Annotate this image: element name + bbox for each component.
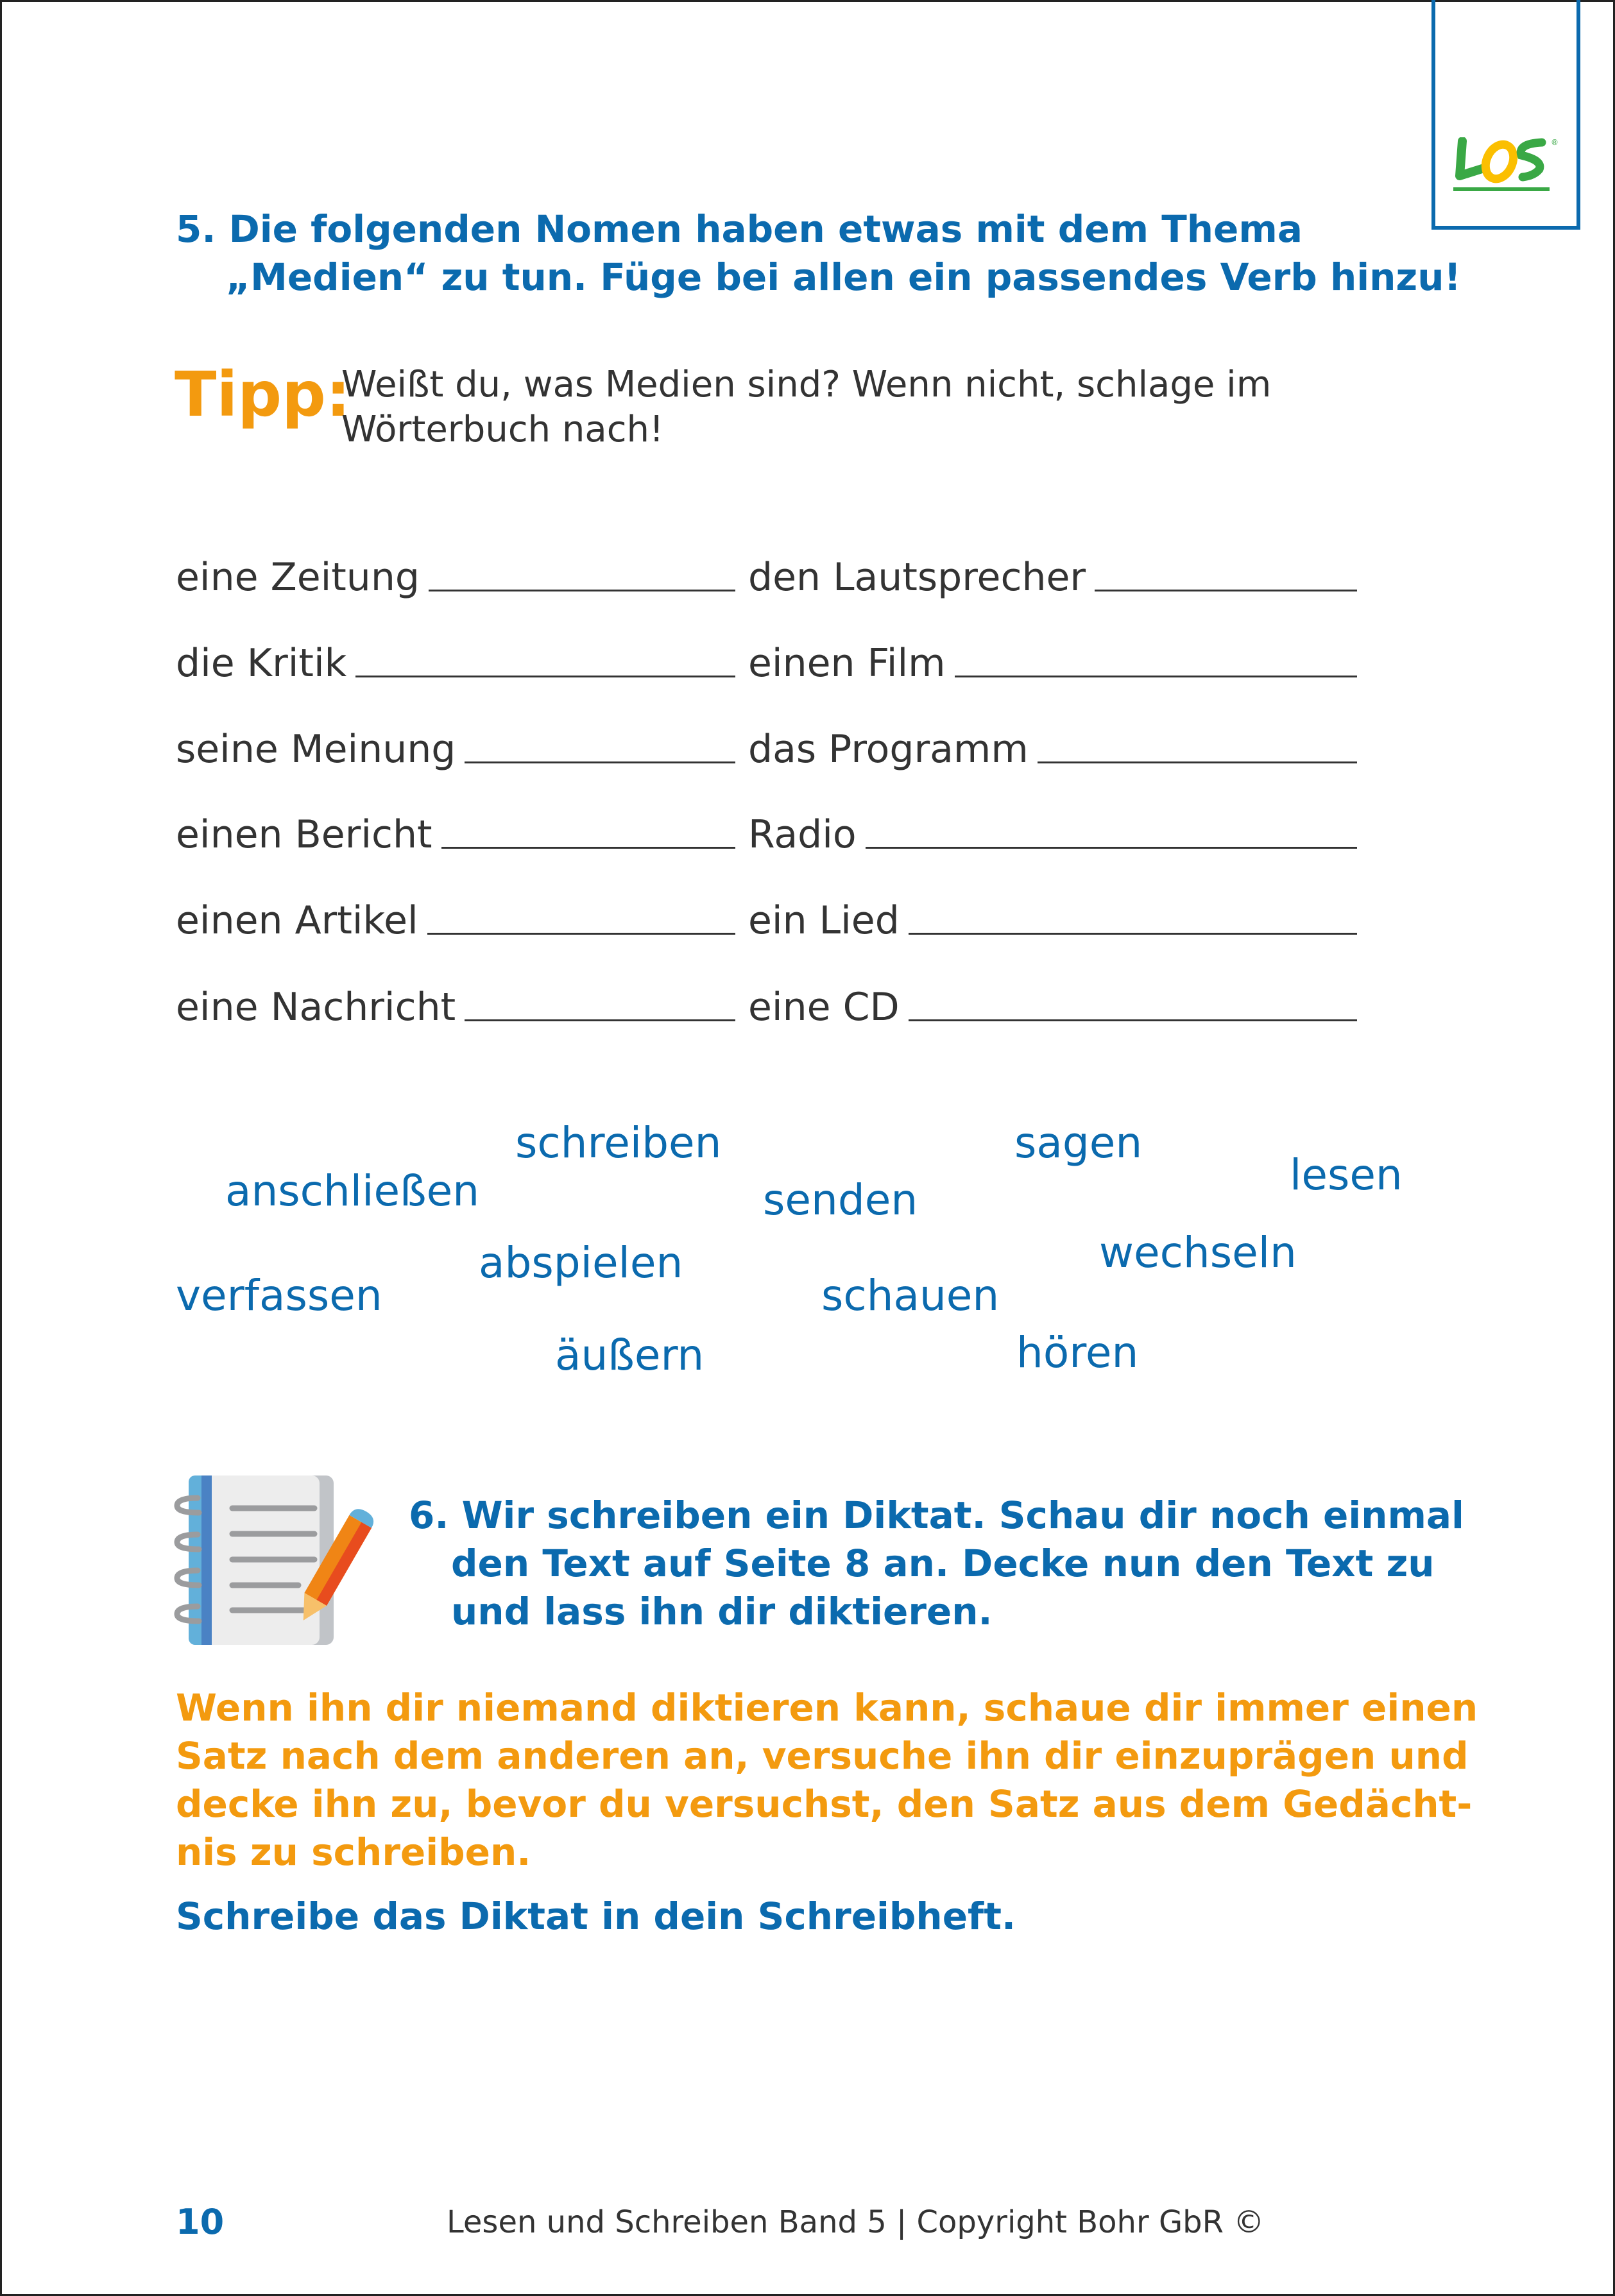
notebook-pencil-icon <box>160 1463 385 1655</box>
answer-blank[interactable] <box>427 933 735 935</box>
answer-blank[interactable] <box>1095 590 1357 591</box>
noun-row-left <box>176 809 735 860</box>
los-logo <box>1453 137 1562 208</box>
noun-label: das Programm <box>748 727 1029 772</box>
noun-row-left <box>176 724 735 775</box>
noun-label: Radio <box>748 812 857 857</box>
noun-label: eine Nachricht <box>176 985 456 1030</box>
noun-label: ein Lied <box>748 898 900 943</box>
task5-line1: 5. Die folgenden Nomen haben etwas mit dem Thema <box>176 207 1303 251</box>
noun-label: einen Film <box>748 641 946 686</box>
hint-line: decke ihn zu, bevor du versuchst, den Satz aus dem Gedächt- <box>176 1782 1473 1826</box>
answer-blank[interactable] <box>355 676 735 677</box>
verb-word: anschließen <box>225 1166 480 1216</box>
noun-row-left <box>176 638 735 689</box>
final-instruction: Schreibe das Diktat in dein Schreibheft. <box>176 1894 1016 1938</box>
noun-row-right <box>748 552 1357 603</box>
footer-copyright: Lesen und Schreiben Band 5 | Copyright Bohr GbR © <box>447 2204 1265 2240</box>
answer-blank[interactable] <box>955 676 1357 677</box>
hint-line: Satz nach dem anderen an, versuche ihn dir einzuprägen und <box>176 1734 1469 1778</box>
verb-word: hören <box>1016 1328 1139 1377</box>
answer-blank[interactable] <box>429 590 735 591</box>
logo-box <box>1431 0 1580 230</box>
noun-row-right <box>748 809 1357 860</box>
tip-line1: Weißt du, was Medien sind? Wenn nicht, schlage im <box>341 364 1272 405</box>
verb-word: senden <box>763 1175 918 1225</box>
verb-word: schreiben <box>515 1118 722 1168</box>
noun-label: eine Zeitung <box>176 555 420 600</box>
answer-blank[interactable] <box>441 847 735 849</box>
dictation-hint <box>176 1684 1478 1876</box>
hint-line: nis zu schreiben. <box>176 1830 531 1874</box>
answer-blank[interactable] <box>909 933 1357 935</box>
verb-word: wechseln <box>1099 1228 1297 1277</box>
noun-row-left <box>176 982 735 1033</box>
noun-label: seine Meinung <box>176 727 456 772</box>
verb-word: schauen <box>821 1271 1000 1320</box>
task6-line3: und lass ihn dir diktieren. <box>451 1590 993 1633</box>
noun-label: die Kritik <box>176 641 347 686</box>
answer-blank[interactable] <box>465 761 735 763</box>
noun-row-right <box>748 638 1357 689</box>
noun-row-left <box>176 895 735 946</box>
task6-heading <box>409 1492 1464 1636</box>
task5-heading <box>176 205 1461 302</box>
task5-line2: „Medien“ zu tun. Füge bei allen ein passendes Verb hinzu! <box>226 255 1461 299</box>
task6-line2: den Text auf Seite 8 an. Decke nun den Text zu <box>451 1542 1435 1585</box>
answer-blank[interactable] <box>909 1019 1357 1021</box>
noun-row-right <box>748 724 1357 775</box>
noun-row-right <box>748 895 1357 946</box>
noun-label: einen Artikel <box>176 898 418 943</box>
noun-label: einen Bericht <box>176 812 432 857</box>
tip-text <box>341 362 1271 452</box>
verb-word: lesen <box>1290 1150 1403 1200</box>
hint-line: Wenn ihn dir niemand diktieren kann, schaue dir immer einen <box>176 1686 1478 1730</box>
noun-row-right <box>748 982 1357 1033</box>
verb-word: abspielen <box>479 1238 683 1288</box>
page-number: 10 <box>176 2202 225 2242</box>
answer-blank[interactable] <box>465 1019 735 1021</box>
task6-line1: 6. Wir schreiben ein Diktat. Schau dir noch einmal <box>409 1493 1464 1537</box>
answer-blank[interactable] <box>866 847 1357 849</box>
noun-row-left <box>176 552 735 603</box>
noun-label: eine CD <box>748 985 900 1030</box>
noun-label: den Lautsprecher <box>748 555 1086 600</box>
tip-line2: Wörterbuch nach! <box>341 409 664 450</box>
verb-word: sagen <box>1014 1118 1143 1168</box>
verb-word: verfassen <box>176 1271 382 1320</box>
tip-label: Tipp: <box>175 359 351 430</box>
answer-blank[interactable] <box>1038 761 1357 763</box>
svg-text:®: ® <box>1551 138 1559 147</box>
verb-word: äußern <box>555 1331 705 1380</box>
